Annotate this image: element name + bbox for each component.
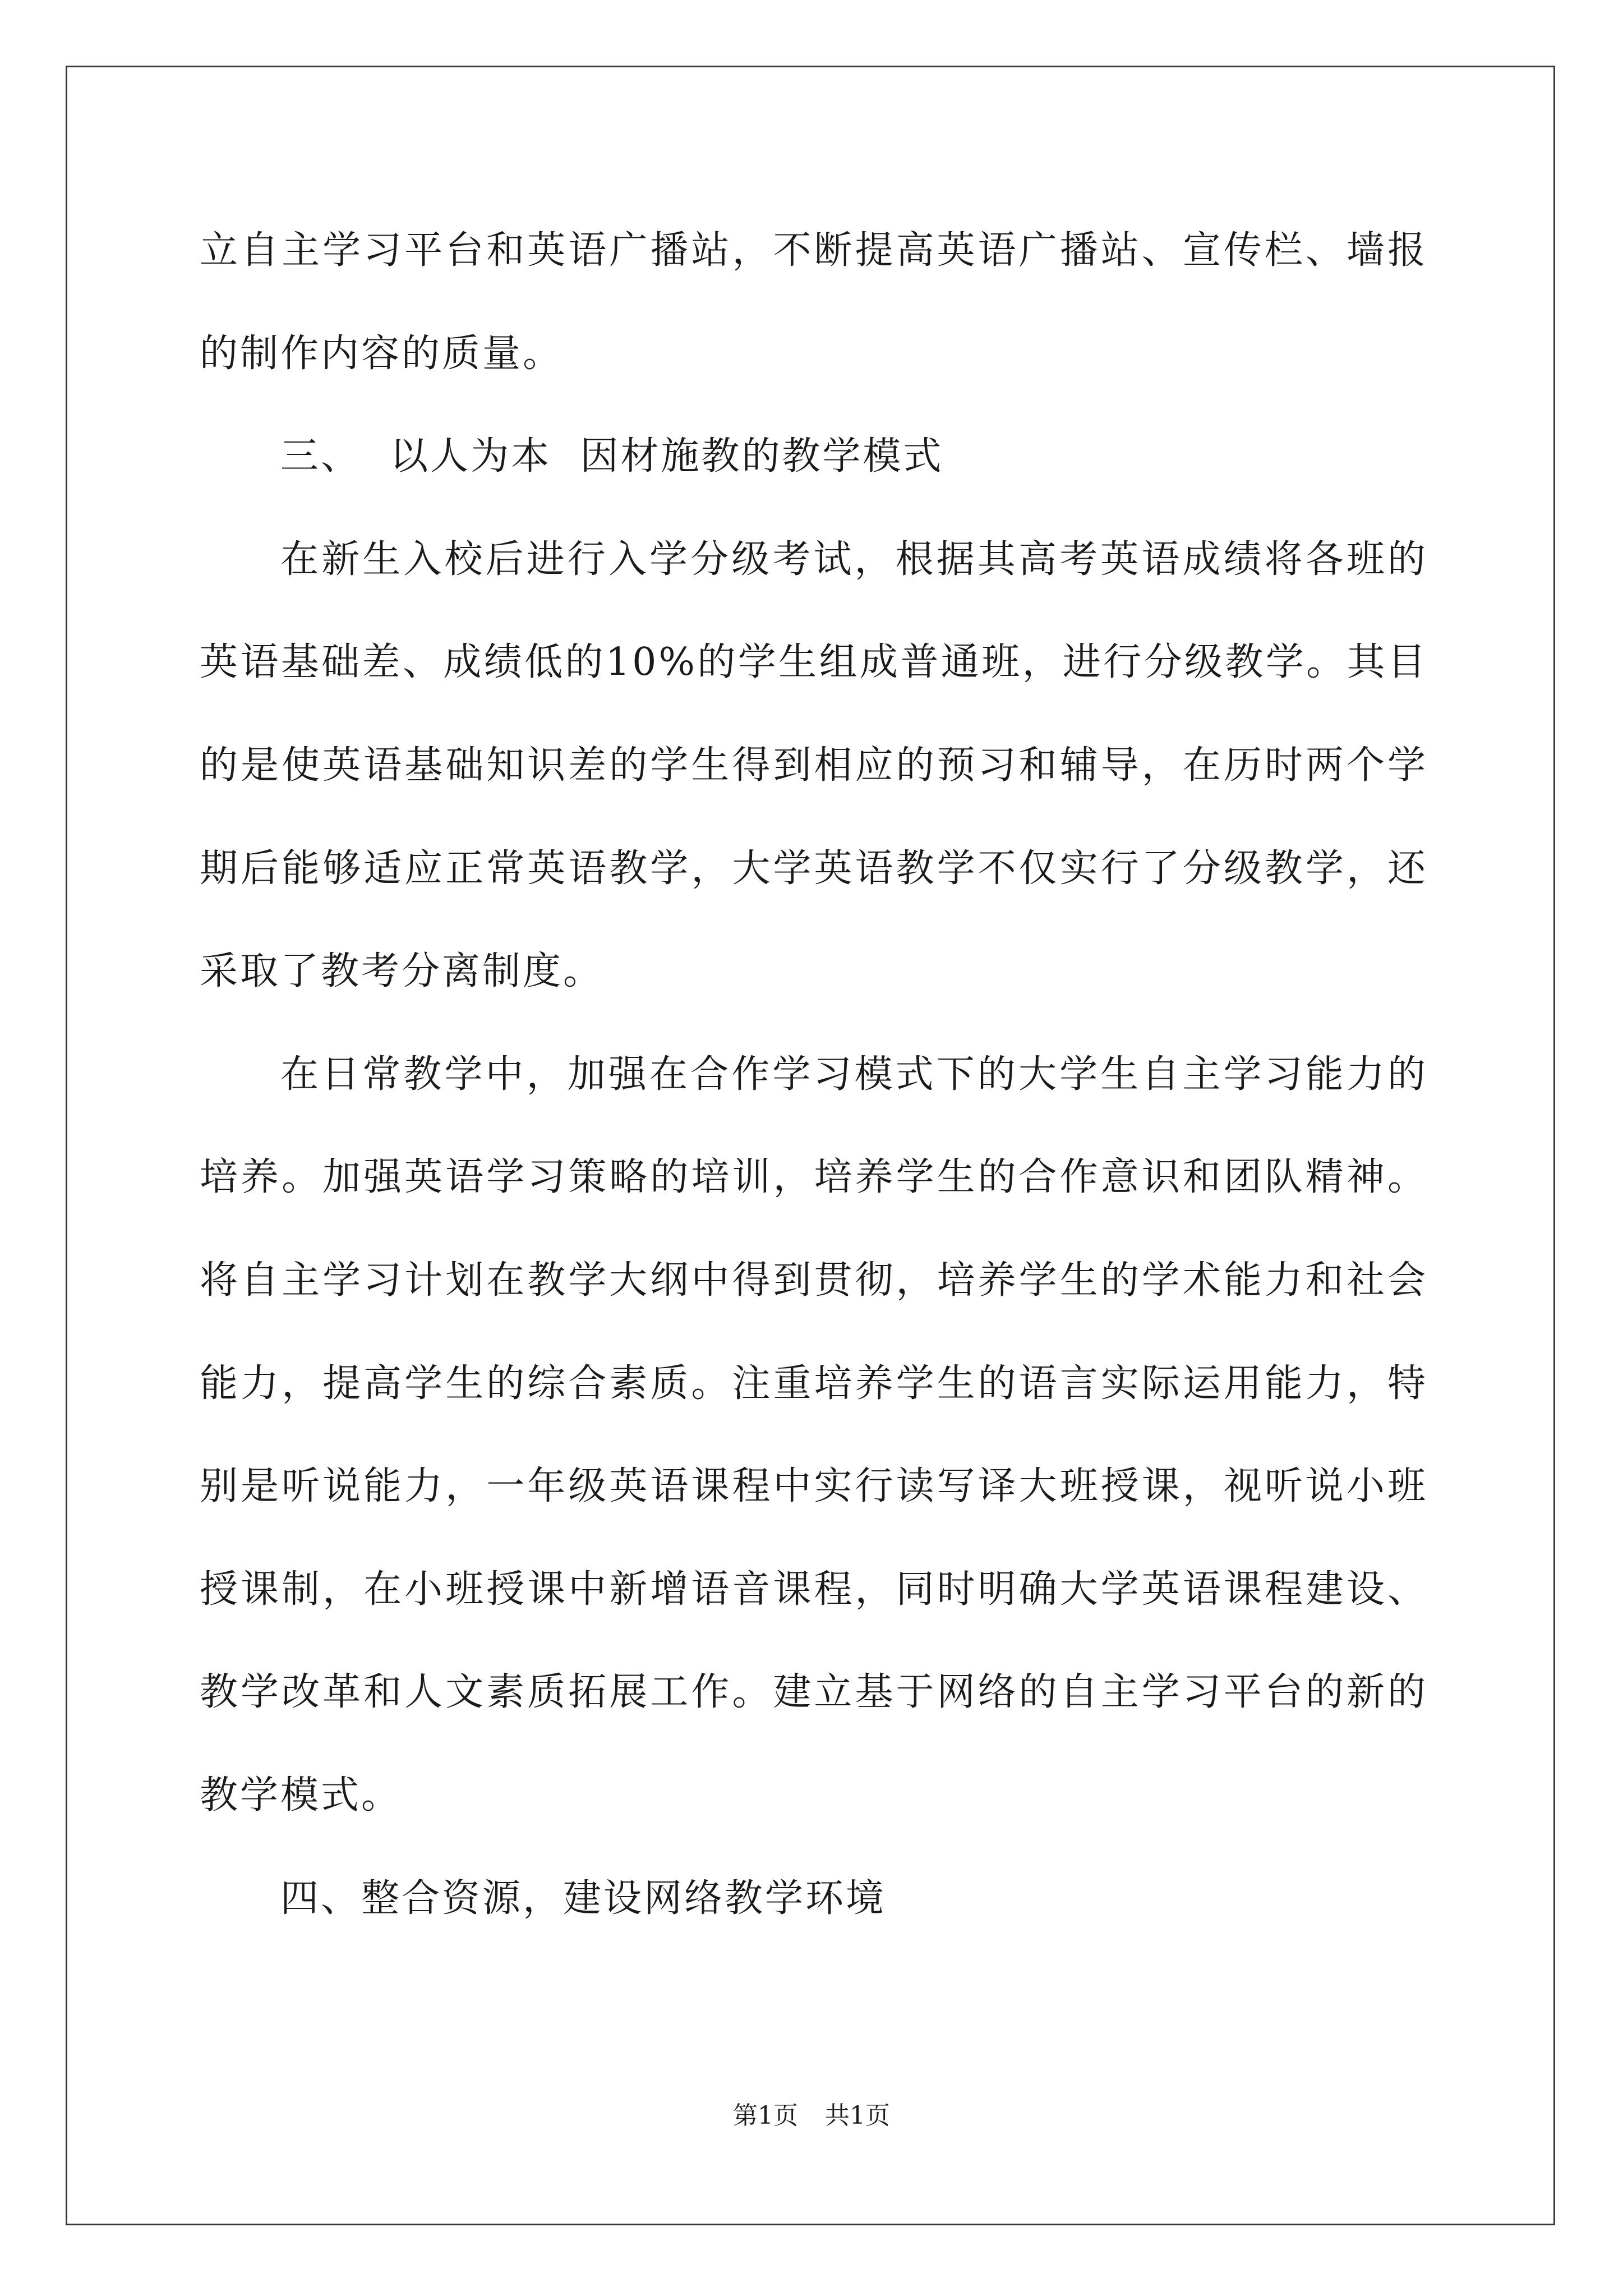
paragraph-daily-teaching: 在日常教学中，加强在合作学习模式下的大学生自主学习能力的培养。加强英语学习策略的培训，培养学生的合作意识和团队精神。将自主学习计划在教学大纲中得到贯彻，培养学生的学术能力和社会能力，提高学生的综合素质。注重培养学生的语言实际运用能力，特别是听说能力，一年级英语课程中实行读写译大班授课，视听说小班授课制，在小班授课中新增语音课程，同时明确大学英语课程建设、教学改革和人文素质拓展工作。建立基于网络的自主学习平台的新的教学模式。: [200, 1052, 1428, 1818]
page-number-current: 第1页: [733, 2101, 798, 2130]
section-heading-4: 四、整合资源，建设网络教学环境: [280, 1876, 887, 1921]
section-heading-3: 三、 以人为本 因材施教的教学模式: [280, 434, 944, 479]
page-footer: [0, 2099, 1623, 2133]
paragraph-continuation: 立自主学习平台和英语广播站，不断提高英语广播站、宣传栏、墙报的制作内容的质量。: [200, 228, 1428, 376]
document-body: [200, 199, 1428, 1950]
paragraph-placement-exam: 在新生入校后进行入学分级考试，根据其高考英语成绩将各班的英语基础差、成绩低的10%的学生组成普通班，进行分级教学。其目的是使英语基础知识差的学生得到相应的预习和辅导，在历时两个学期后能够适应正常英语教学，大学英语教学不仅实行了分级教学，还采取了教考分离制度。: [200, 537, 1428, 994]
page-number-total: 共1页: [825, 2101, 890, 2130]
